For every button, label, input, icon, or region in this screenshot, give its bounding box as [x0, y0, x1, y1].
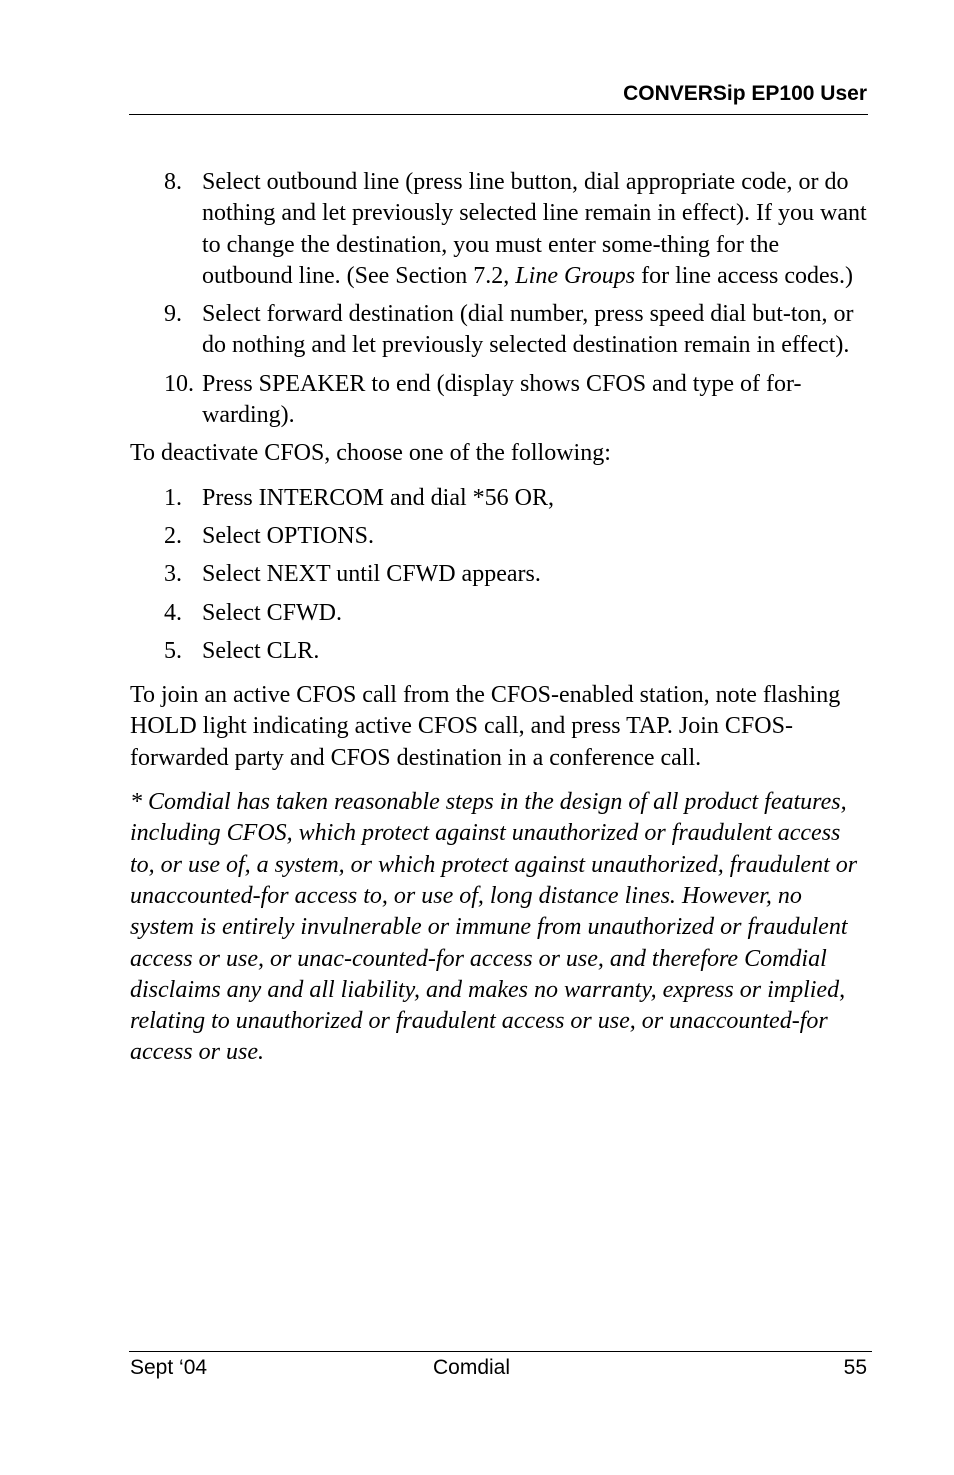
list-number: 3.	[164, 561, 182, 588]
step-text: Press INTERCOM and dial *56 OR,	[202, 484, 554, 511]
list-number: 4.	[164, 599, 182, 626]
step-text: Select CFWD.	[202, 599, 342, 626]
list-number: 5.	[164, 637, 182, 664]
page-body	[130, 167, 870, 1069]
section-reference: Line Groups	[515, 262, 636, 289]
footer-date: Sept ‘04	[130, 1356, 208, 1379]
step-text: Select NEXT until CFWD appears.	[202, 561, 541, 588]
steps-continued-list	[130, 167, 870, 431]
list-item-deactivate-5	[130, 636, 870, 667]
deactivate-steps-list	[130, 483, 870, 667]
join-paragraph: To join an active CFOS call from the CFOS-enabled station, note flashing HOLD light indicating active CFOS call, and press TAP. Join CFOS-forwarded party and CFOS destination in a conference call.	[130, 682, 841, 771]
step-text: Select CLR.	[202, 637, 320, 664]
list-item-deactivate-1	[130, 483, 870, 514]
list-number: 2.	[164, 522, 182, 549]
header-divider	[129, 114, 868, 115]
step-text-end: for line access codes.)	[635, 262, 853, 289]
footer-divider	[129, 1351, 872, 1352]
deactivate-intro: To deactivate CFOS, choose one of the following:	[130, 440, 611, 467]
list-number: 1.	[164, 484, 182, 511]
footer-company: Comdial	[433, 1356, 511, 1379]
list-item-deactivate-3	[130, 559, 870, 590]
list-number: 8.	[164, 169, 182, 195]
list-number: 9.	[164, 301, 182, 328]
step-text: Press SPEAKER to end (display shows CFOS and type of for-warding).	[202, 370, 802, 429]
list-number: 10.	[164, 370, 194, 397]
page-number: 55	[843, 1356, 867, 1379]
step-text: Select outbound line (press line button, dial appropriate code, or do nothing and let previously selected line remain in effect). If you want to change the destination, you must enter some-thing for the outbound line. (See Section 7.2,	[202, 169, 867, 289]
list-item-step-8	[130, 167, 870, 292]
list-item-deactivate-2	[130, 521, 870, 552]
list-item-step-9	[130, 299, 870, 362]
step-text: Select forward destination (dial number, press speed dial but-ton, or do nothing and let previously selected destination remain in effect).	[202, 301, 854, 359]
running-header: CONVERSip EP100 User	[623, 82, 867, 105]
step-text: Select OPTIONS.	[202, 522, 374, 549]
list-item-step-10	[130, 369, 870, 432]
disclaimer-paragraph: * Comdial has taken reasonable steps in the design of all product features, including CFOS, which protect against unauthorized or fraudulent access to, or use of, a system, or which protect against unauthorized, fraudulent or unaccounted-for access to, or use of, long distance lines. However, no system is entirely invulnerable or immune from unauthorized or fraudulent access or use, or unac-counted-for access or use, and therefore Comdial disclaims any and all liability, and makes no warranty, express or implied, relating to unauthorized or fraudulent access or use, or unaccounted-for access or use.	[130, 789, 858, 1066]
list-item-deactivate-4	[130, 598, 870, 629]
